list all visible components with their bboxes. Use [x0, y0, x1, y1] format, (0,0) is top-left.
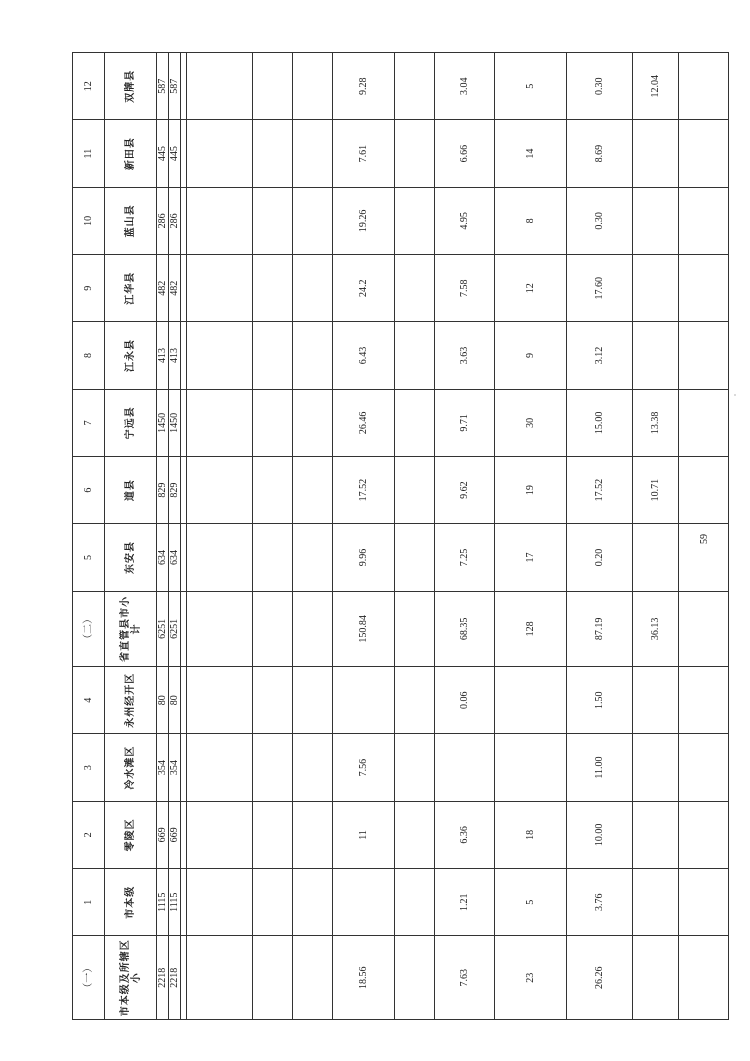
table-cell [395, 591, 435, 666]
column-value2: 354 [169, 734, 181, 801]
table-cell [187, 389, 253, 456]
header-value2-row [169, 53, 181, 1020]
column-number: （二） [73, 591, 105, 666]
table-cell [187, 457, 253, 524]
table-cell [187, 524, 253, 591]
table-cell [253, 457, 293, 524]
table-cell [633, 255, 679, 322]
table-cell: 9.96 [333, 524, 395, 591]
column-value2: 6251 [169, 591, 181, 666]
column-value1: 482 [157, 255, 169, 322]
table-cell [395, 53, 435, 120]
table-cell [293, 524, 333, 591]
table-cell [679, 120, 729, 187]
table-cell [187, 591, 253, 666]
table-row [395, 53, 435, 1020]
table-cell: 0.30 [567, 187, 633, 254]
table-cell: 3.12 [567, 322, 633, 389]
column-value2: 482 [169, 255, 181, 322]
table-cell: 17.60 [567, 255, 633, 322]
column-value2: 413 [169, 322, 181, 389]
table-cell: 10.00 [567, 801, 633, 868]
table-cell: 5 [495, 53, 567, 120]
column-value2: 2218 [169, 936, 181, 1020]
table-row [187, 53, 253, 1020]
scan-speck [734, 394, 736, 396]
column-number: 2 [73, 801, 105, 868]
table-cell [187, 255, 253, 322]
table-cell [333, 869, 395, 936]
table-cell [187, 936, 253, 1020]
column-name: 宁远县 [105, 389, 157, 456]
table-cell: 11.00 [567, 734, 633, 801]
column-value1: 829 [157, 457, 169, 524]
table-cell: 150.84 [333, 591, 395, 666]
column-name: 永州经开区 [105, 667, 157, 734]
table-cell [633, 524, 679, 591]
column-number: 8 [73, 322, 105, 389]
column-value2: 669 [169, 801, 181, 868]
column-value1: 445 [157, 120, 169, 187]
table-cell [395, 389, 435, 456]
table-cell [187, 667, 253, 734]
column-number: 1 [73, 869, 105, 936]
table-cell [293, 120, 333, 187]
table-cell [633, 869, 679, 936]
table-cell [395, 187, 435, 254]
rotated-table-wrapper [72, 52, 676, 1020]
table-row [567, 53, 633, 1020]
column-number: 5 [73, 524, 105, 591]
column-name: 道县 [105, 457, 157, 524]
table-cell: 7.25 [435, 524, 495, 591]
column-name: 蓝山县 [105, 187, 157, 254]
column-number: 9 [73, 255, 105, 322]
table-cell [679, 389, 729, 456]
column-value1: 2218 [157, 936, 169, 1020]
table-row [333, 53, 395, 1020]
column-value1: 587 [157, 53, 169, 120]
table-cell [435, 734, 495, 801]
column-value2: 445 [169, 120, 181, 187]
table-cell: 10.71 [633, 457, 679, 524]
table-cell [187, 869, 253, 936]
table-cell [395, 667, 435, 734]
table-cell: 6.36 [435, 801, 495, 868]
table-cell [633, 322, 679, 389]
table-cell [395, 120, 435, 187]
table-cell [395, 936, 435, 1020]
table-cell: 87.19 [567, 591, 633, 666]
table-cell: 7.56 [333, 734, 395, 801]
column-value2: 1115 [169, 869, 181, 936]
column-value1: 1115 [157, 869, 169, 936]
table-cell [293, 801, 333, 868]
table-cell [293, 389, 333, 456]
table-cell [679, 591, 729, 666]
table-cell [253, 255, 293, 322]
header-number-row [73, 53, 105, 1020]
table-cell: 7.61 [333, 120, 395, 187]
rotated-table-frame [72, 52, 676, 1020]
column-value1: 354 [157, 734, 169, 801]
table-cell: 4.95 [435, 187, 495, 254]
table-cell [679, 734, 729, 801]
column-value1: 634 [157, 524, 169, 591]
column-name: 零陵区 [105, 801, 157, 868]
column-value1: 669 [157, 801, 169, 868]
column-name: 市本级 [105, 869, 157, 936]
table-cell [187, 801, 253, 868]
column-number: 4 [73, 667, 105, 734]
table-cell [253, 936, 293, 1020]
column-name: 市本级及所辖区小 [105, 936, 157, 1020]
table-cell [679, 936, 729, 1020]
table-cell [253, 120, 293, 187]
table-row [633, 53, 679, 1020]
table-row [293, 53, 333, 1020]
table-cell: 12 [495, 255, 567, 322]
table-cell: 15.00 [567, 389, 633, 456]
table-cell [679, 255, 729, 322]
table-cell: 19.26 [333, 187, 395, 254]
column-name: 省直管县市小计 [105, 591, 157, 666]
table-cell: 68.35 [435, 591, 495, 666]
table-cell [293, 53, 333, 120]
table-cell [293, 734, 333, 801]
column-number: （一） [73, 936, 105, 1020]
table-cell: 128 [495, 591, 567, 666]
table-cell [253, 667, 293, 734]
column-value1: 1450 [157, 389, 169, 456]
column-value2: 829 [169, 457, 181, 524]
column-value2: 634 [169, 524, 181, 591]
table-cell: 17.52 [567, 457, 633, 524]
table-cell [253, 389, 293, 456]
column-number: 7 [73, 389, 105, 456]
table-cell [293, 187, 333, 254]
table-cell: 0.20 [567, 524, 633, 591]
table-row [435, 53, 495, 1020]
table-cell: 9.28 [333, 53, 395, 120]
table-cell [633, 187, 679, 254]
table-cell: 3.76 [567, 869, 633, 936]
column-name: 新田县 [105, 120, 157, 187]
table-cell [253, 53, 293, 120]
table-cell [495, 667, 567, 734]
table-row [495, 53, 567, 1020]
table-cell: 9.71 [435, 389, 495, 456]
column-number: 3 [73, 734, 105, 801]
column-value1: 413 [157, 322, 169, 389]
table-cell [293, 869, 333, 936]
table-cell: 23 [495, 936, 567, 1020]
table-cell [679, 322, 729, 389]
table-cell: 14 [495, 120, 567, 187]
table-cell [253, 187, 293, 254]
table-row [253, 53, 293, 1020]
table-cell: 3.63 [435, 322, 495, 389]
table-cell [253, 734, 293, 801]
table-cell [395, 734, 435, 801]
table-cell [633, 936, 679, 1020]
table-cell: 6.43 [333, 322, 395, 389]
table-cell [395, 801, 435, 868]
table-cell [253, 869, 293, 936]
table-cell [679, 869, 729, 936]
table-cell [395, 457, 435, 524]
table-cell: 18 [495, 801, 567, 868]
table-cell [633, 667, 679, 734]
table-cell [293, 667, 333, 734]
table-cell [253, 801, 293, 868]
table-cell: 17 [495, 524, 567, 591]
table-cell [679, 667, 729, 734]
column-number: 6 [73, 457, 105, 524]
table-cell: 26.46 [333, 389, 395, 456]
column-value2: 80 [169, 667, 181, 734]
column-name: 江永县 [105, 322, 157, 389]
table-cell [253, 322, 293, 389]
table-cell [253, 524, 293, 591]
table-cell [633, 734, 679, 801]
table-cell: 7.63 [435, 936, 495, 1020]
table-cell [395, 255, 435, 322]
table-cell: 18.56 [333, 936, 395, 1020]
column-value2: 1450 [169, 389, 181, 456]
table-cell [187, 187, 253, 254]
table-cell: 24.2 [333, 255, 395, 322]
table-cell: 3.04 [435, 53, 495, 120]
column-value2: 286 [169, 187, 181, 254]
table-cell: 8 [495, 187, 567, 254]
table-cell [495, 734, 567, 801]
table-cell [679, 53, 729, 120]
page-number: 59 [699, 534, 710, 544]
table-cell [187, 322, 253, 389]
table-cell: 13.38 [633, 389, 679, 456]
table-cell [679, 801, 729, 868]
table-cell: 1.50 [567, 667, 633, 734]
table-cell [395, 869, 435, 936]
table-cell: 9.62 [435, 457, 495, 524]
table-cell [395, 322, 435, 389]
column-name: 东安县 [105, 524, 157, 591]
table-cell: 8.69 [567, 120, 633, 187]
table-cell: 1.21 [435, 869, 495, 936]
table-cell: 36.13 [633, 591, 679, 666]
table-cell [293, 591, 333, 666]
table-cell [293, 255, 333, 322]
column-value1: 6251 [157, 591, 169, 666]
table-cell [187, 734, 253, 801]
table-cell [253, 591, 293, 666]
column-name: 江华县 [105, 255, 157, 322]
column-value1: 80 [157, 667, 169, 734]
column-value1: 286 [157, 187, 169, 254]
table-cell: 11 [333, 801, 395, 868]
table-cell [293, 322, 333, 389]
table-cell [293, 457, 333, 524]
table-cell [633, 120, 679, 187]
table-cell: 0.30 [567, 53, 633, 120]
table-cell [187, 53, 253, 120]
table-cell: 19 [495, 457, 567, 524]
table-cell: 17.52 [333, 457, 395, 524]
column-number: 12 [73, 53, 105, 120]
table-cell: 26.26 [567, 936, 633, 1020]
header-value1-row [157, 53, 169, 1020]
table-cell: 7.58 [435, 255, 495, 322]
column-name: 双牌县 [105, 53, 157, 120]
table-cell [395, 524, 435, 591]
table-cell: 0.06 [435, 667, 495, 734]
table-cell [293, 936, 333, 1020]
column-number: 11 [73, 120, 105, 187]
column-number: 10 [73, 187, 105, 254]
header-name-row [105, 53, 157, 1020]
table-cell: 9 [495, 322, 567, 389]
table-cell [679, 187, 729, 254]
column-name: 冷水滩区 [105, 734, 157, 801]
table-cell [333, 667, 395, 734]
table-cell [187, 120, 253, 187]
table-cell [633, 801, 679, 868]
table-cell [679, 457, 729, 524]
allocation-table [72, 52, 729, 1020]
table-cell: 6.66 [435, 120, 495, 187]
table-cell: 30 [495, 389, 567, 456]
table-cell: 12.04 [633, 53, 679, 120]
column-value2: 587 [169, 53, 181, 120]
table-cell: 5 [495, 869, 567, 936]
